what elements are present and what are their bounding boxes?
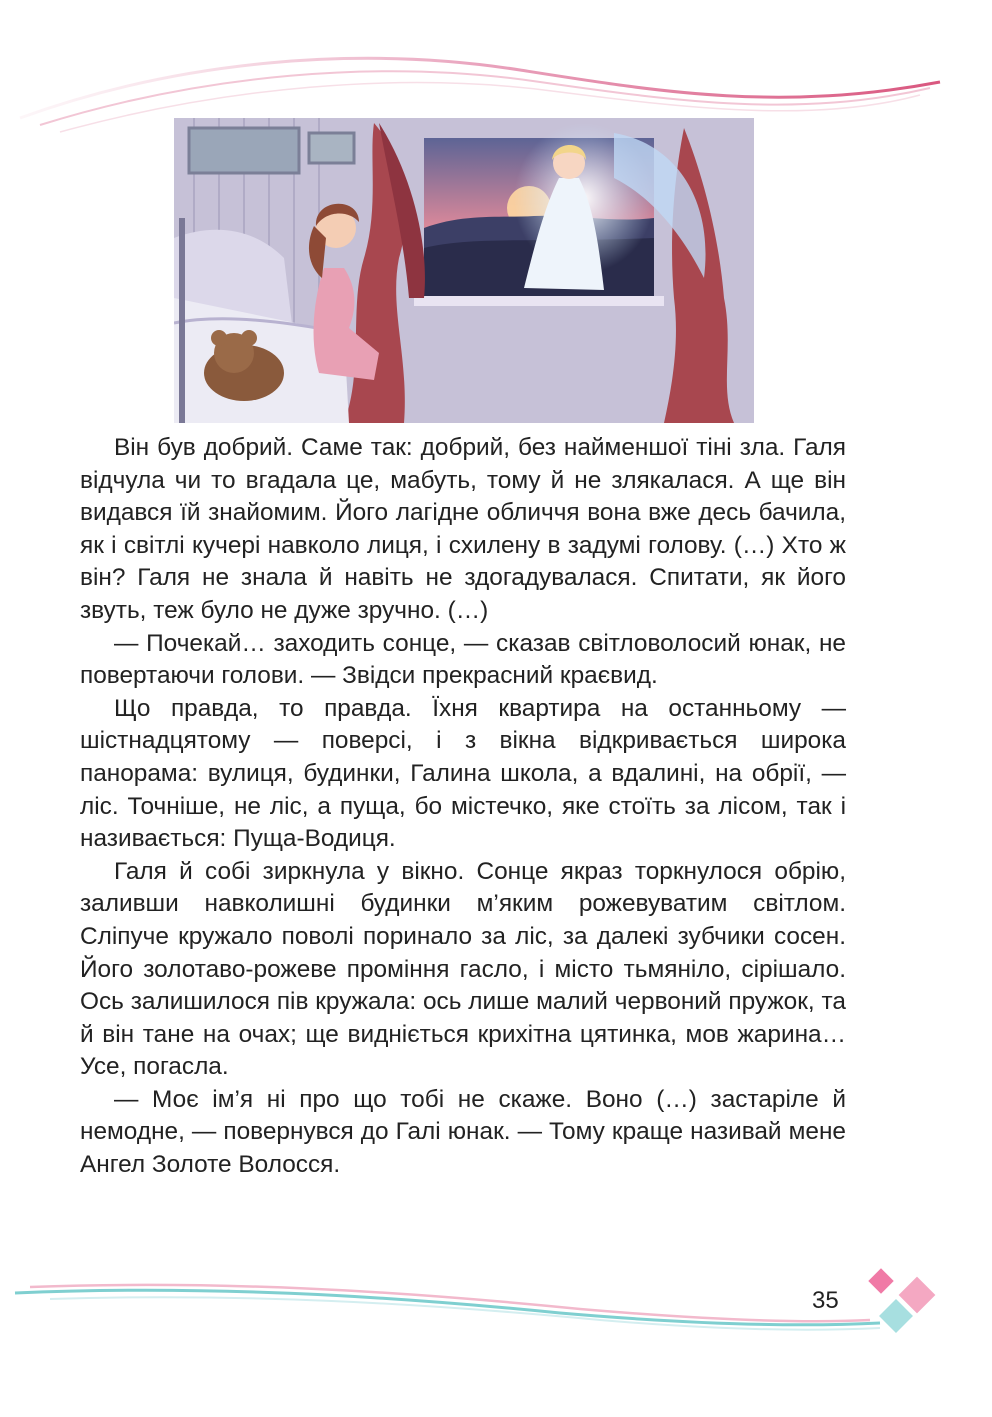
paragraph: Галя й собі зиркнула у вікно. Сонце якраз торкнулося обрію, заливши навколишні будинки м’яким рожевуватим світлом. Сліпуче кружало поволі поринало за ліс, за далекі зубчики сосен. Його золотаво-рожеве проміння гасло, і місто тьмяніло, сірішало. Ось залишилося пів кружала: ось лише малий червоний пружок, та й він тане на очах; ще видніється крихітна цятинка, мов жарина… Усе, погасла.: [80, 857, 846, 1081]
paragraph: Що правда, то правда. Їхня квартира на останньому — шістнадцятому — поверсі, і з вікна відкривається широка панорама: вулиця, будинки, Галина школа, а вдалині, на обрії, — ліс. Точніше, не ліс, а пуща, бо містечко, яке стоїть за лісом, так і називається: Пуща-Водиця.: [80, 694, 846, 853]
paragraph: — Почекай… заходить сонце, — сказав світловолосий юнак, не повертаючи голови. — Звідси прекрасний краєвид.: [80, 629, 846, 690]
story-text: [80, 432, 846, 1182]
paragraph: Він був добрий. Саме так: добрий, без найменшої тіні зла. Галя відчула чи то вгадала це, мабуть, тому й не злякалася. А ще він видався їй знайомим. Його лагідне обличчя вона вже десь бачила, як і світлі кучері навколо лиця, і схилену в задумі голову. (…) Хто ж він? Галя не знала й навіть не здогадувалася. Спитати, як його звуть, теж було не дуже зручно. (…): [80, 434, 846, 624]
illustration-angel-at-window: [174, 118, 754, 423]
bottom-decorative-swoosh: [0, 1265, 992, 1355]
diamond-decoration-icon: [862, 1268, 952, 1338]
page-number: 35: [812, 1287, 839, 1314]
paragraph: — Моє ім’я ні про що тобі не скаже. Воно (…) застаріле й немодне, — повернувся до Галі юнак. — Тому краще називай мене Ангел Золоте Волосся.: [80, 1085, 846, 1179]
